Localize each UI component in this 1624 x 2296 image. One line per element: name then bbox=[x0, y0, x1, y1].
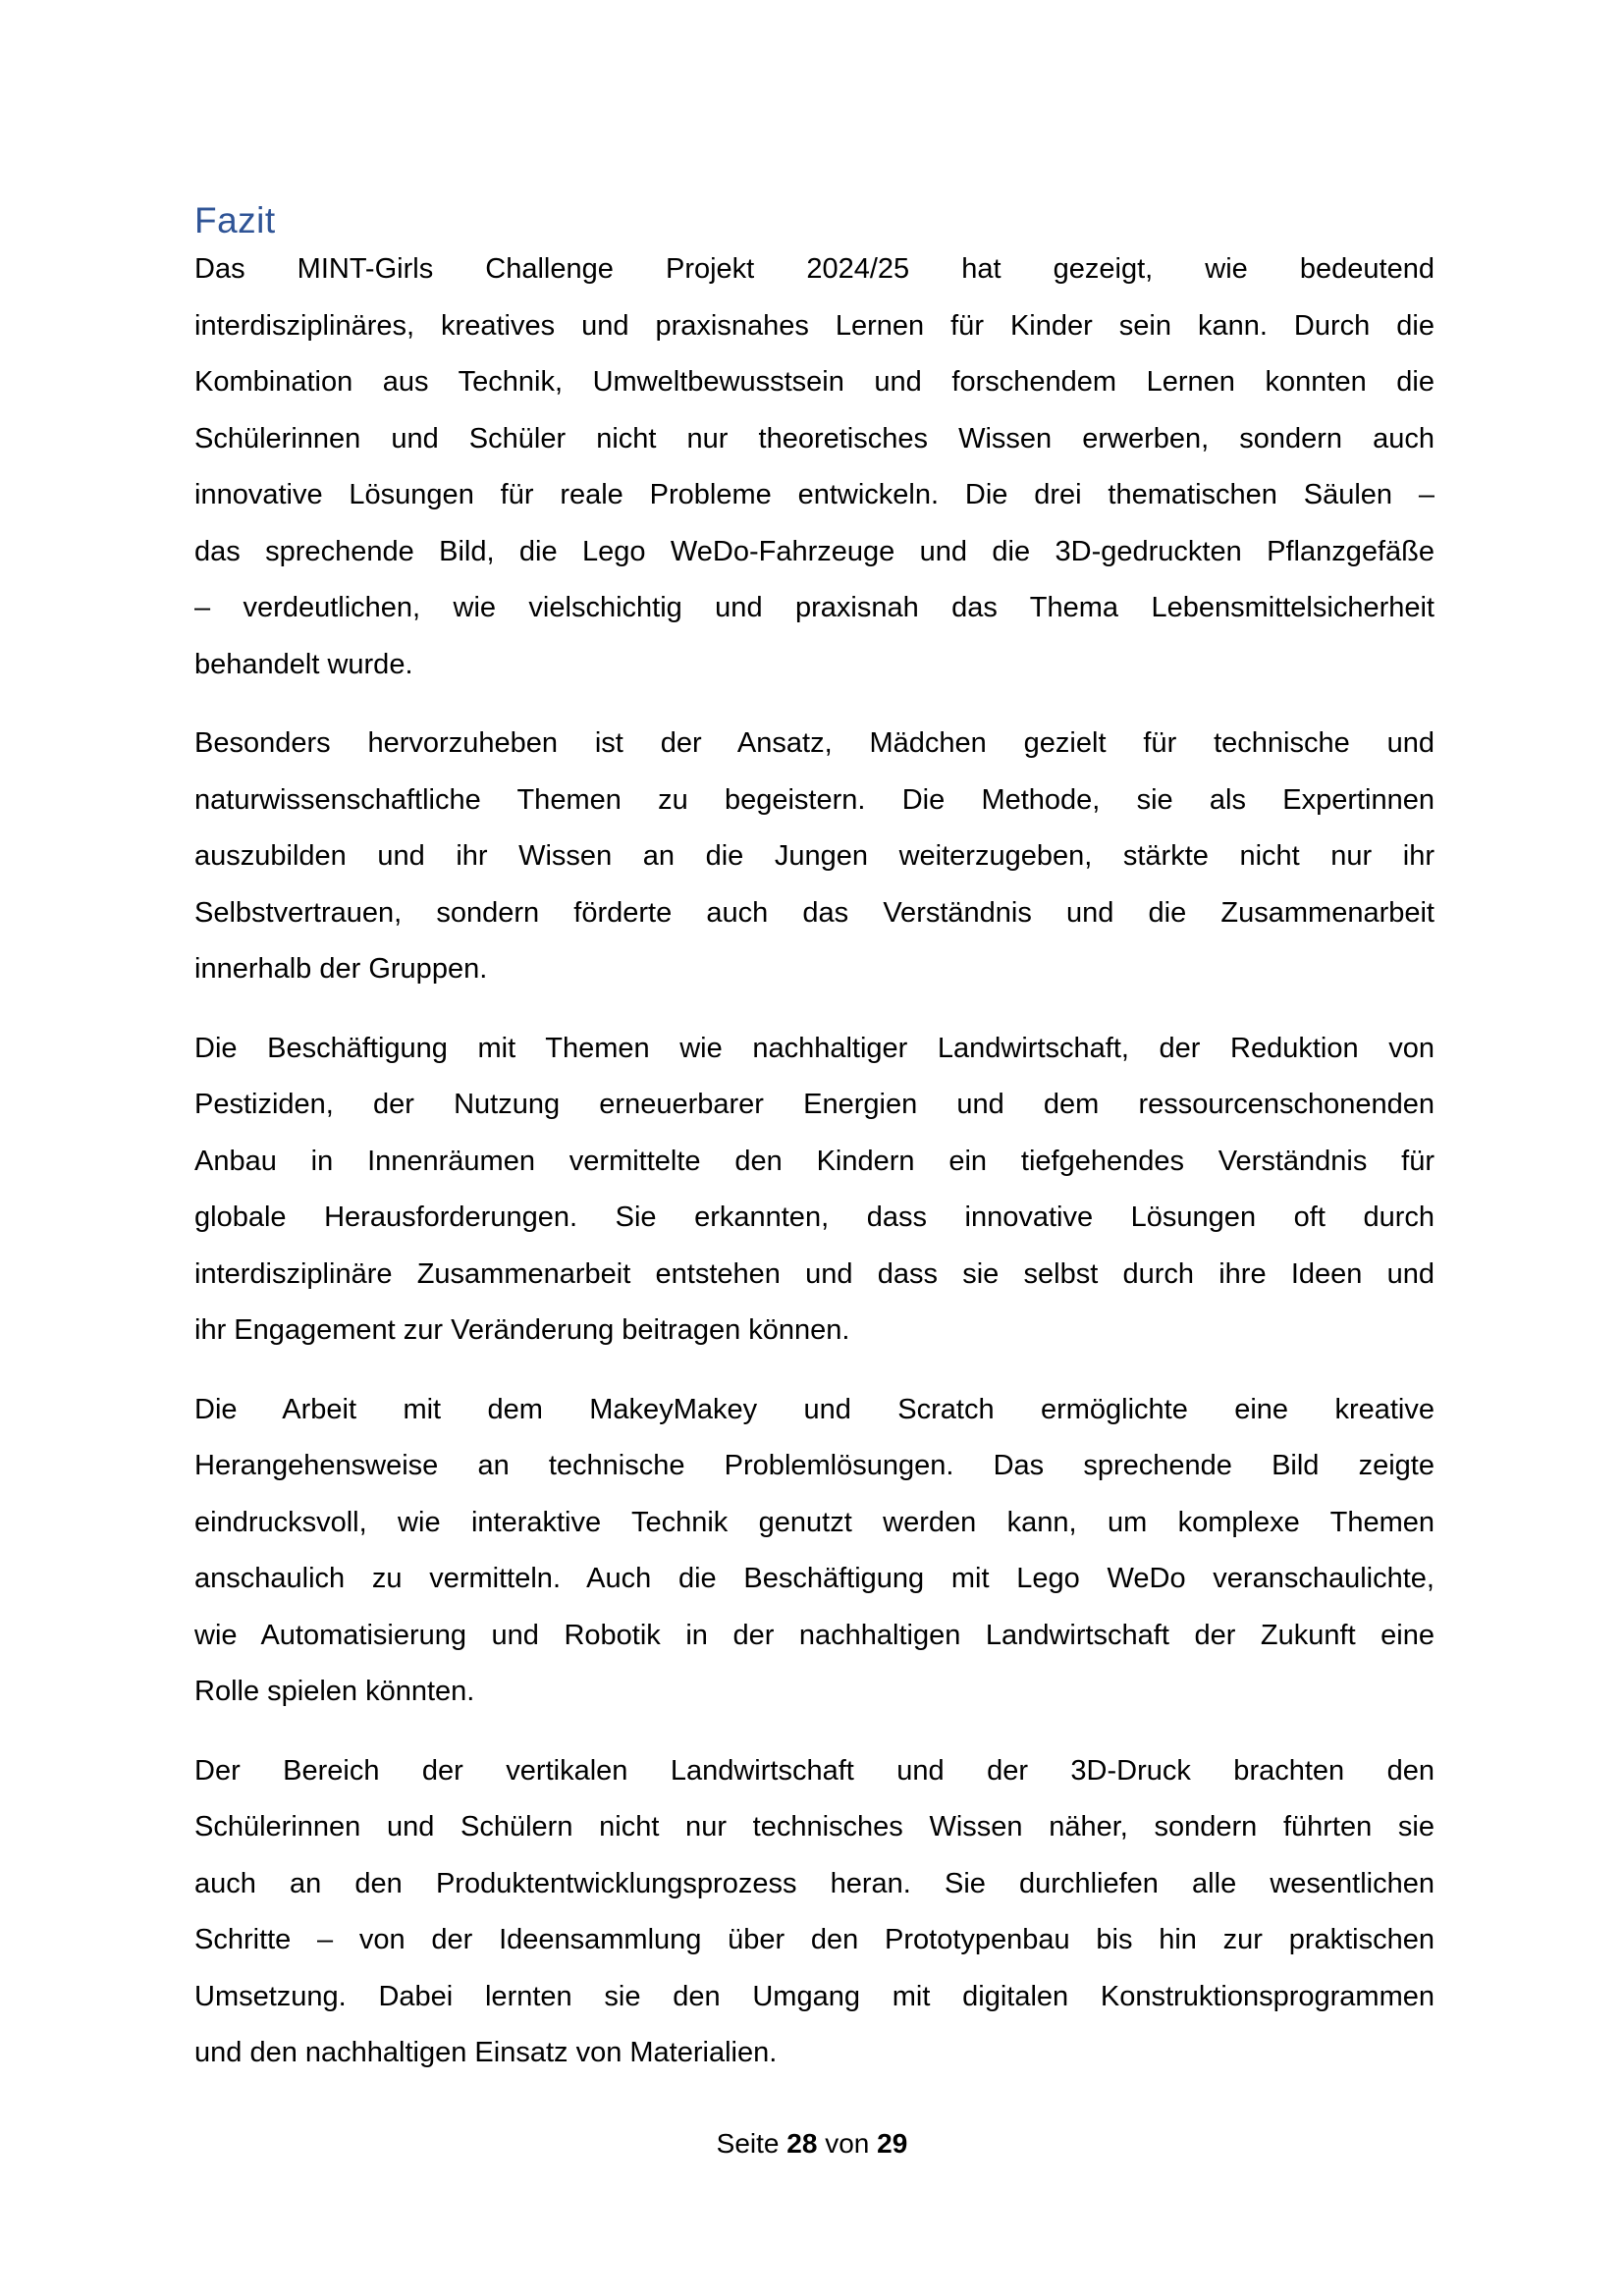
text-line: Schülerinnen und Schüler nicht nur theoretisches Wissen erwerben, sondern auch bbox=[194, 422, 1435, 454]
text-line: auszubilden und ihr Wissen an die Jungen weiterzugeben, stärkte nicht nur ihr bbox=[194, 840, 1435, 872]
text-line: ihr Engagement zur Veränderung beitragen können. bbox=[194, 1314, 850, 1346]
text-line: Pestiziden, der Nutzung erneuerbarer Energien und dem ressourcenschonenden bbox=[194, 1089, 1435, 1120]
text-line: Der Bereich der vertikalen Landwirtschaft und der 3D-Druck brachten den bbox=[194, 1754, 1435, 1787]
text-line: interdisziplinäres, kreatives und praxisnahes Lernen für Kinder sein kann. Durch die bbox=[194, 309, 1435, 342]
text-line: Anbau in Innenräumen vermittelte den Kindern ein tiefgehendes Verständnis für bbox=[194, 1145, 1435, 1177]
text-line: Schritte – von der Ideensammlung über den Prototypenbau bis hin zur praktischen bbox=[194, 1924, 1435, 1955]
footer-label-prefix: Seite bbox=[716, 2128, 780, 2159]
footer-label-separator: von bbox=[825, 2128, 870, 2159]
paragraph bbox=[194, 241, 1435, 693]
text-line: Das MINT-Girls Challenge Projekt 2024/25 hat gezeigt, wie bedeutend bbox=[194, 253, 1435, 285]
paragraph bbox=[194, 1743, 1435, 2082]
text-line: anschaulich zu vermitteln. Auch die Beschäftigung mit Lego WeDo veranschaulichte, bbox=[194, 1563, 1435, 1594]
section-heading: Fazit bbox=[194, 200, 276, 240]
page-footer bbox=[0, 2128, 1624, 2160]
text-line: innerhalb der Gruppen. bbox=[194, 953, 488, 985]
text-line: Besonders hervorzuheben ist der Ansatz, Mädchen gezielt für technische und bbox=[194, 727, 1435, 759]
text-line: wie Automatisierung und Robotik in der nachhaltigen Landwirtschaft der Zukunft eine bbox=[194, 1619, 1435, 1651]
footer-page-number: 28 bbox=[786, 2128, 818, 2159]
text-line: Rolle spielen könnten. bbox=[194, 1676, 475, 1707]
text-line: – verdeutlichen, wie vielschichtig und praxisnah das Thema Lebensmittelsicherheit bbox=[194, 592, 1435, 623]
text-line: interdisziplinäre Zusammenarbeit entstehen und dass sie selbst durch ihre Ideen und bbox=[194, 1257, 1435, 1290]
document-body bbox=[194, 241, 1435, 2105]
paragraph bbox=[194, 716, 1435, 998]
text-line: innovative Lösungen für reale Probleme entwickeln. Die drei thematischen Säulen – bbox=[194, 479, 1435, 510]
text-line: auch an den Produktentwicklungsprozess heran. Sie durchliefen alle wesentlichen bbox=[194, 1867, 1435, 1899]
text-line: Die Arbeit mit dem MakeyMakey und Scratch ermöglichte eine kreative bbox=[194, 1393, 1435, 1425]
text-line: Selbstvertrauen, sondern förderte auch das Verständnis und die Zusammenarbeit bbox=[194, 896, 1435, 929]
text-line: eindrucksvoll, wie interaktive Technik genutzt werden kann, um komplexe Themen bbox=[194, 1506, 1435, 1538]
paragraph bbox=[194, 1382, 1435, 1721]
text-line: naturwissenschaftliche Themen zu begeistern. Die Methode, sie als Expertinnen bbox=[194, 783, 1435, 816]
text-line: das sprechende Bild, die Lego WeDo-Fahrzeuge und die 3D-gedruckten Pflanzgefäße bbox=[194, 535, 1435, 567]
text-line: Herangehensweise an technische Problemlösungen. Das sprechende Bild zeigte bbox=[194, 1450, 1435, 1481]
text-line: Umsetzung. Dabei lernten sie den Umgang mit digitalen Konstruktionsprogrammen bbox=[194, 1980, 1435, 2012]
text-line: globale Herausforderungen. Sie erkannten, dass innovative Lösungen oft durch bbox=[194, 1201, 1435, 1233]
text-line: Schülerinnen und Schülern nicht nur technisches Wissen näher, sondern führten sie bbox=[194, 1811, 1435, 1842]
text-line: Die Beschäftigung mit Themen wie nachhaltiger Landwirtschaft, der Reduktion von bbox=[194, 1032, 1435, 1064]
footer-total-pages: 29 bbox=[877, 2128, 908, 2159]
paragraph bbox=[194, 1021, 1435, 1360]
text-line: und den nachhaltigen Einsatz von Materialien. bbox=[194, 2037, 778, 2068]
text-line: Kombination aus Technik, Umweltbewusstsein und forschendem Lernen konnten die bbox=[194, 366, 1435, 398]
text-line: behandelt wurde. bbox=[194, 648, 413, 680]
